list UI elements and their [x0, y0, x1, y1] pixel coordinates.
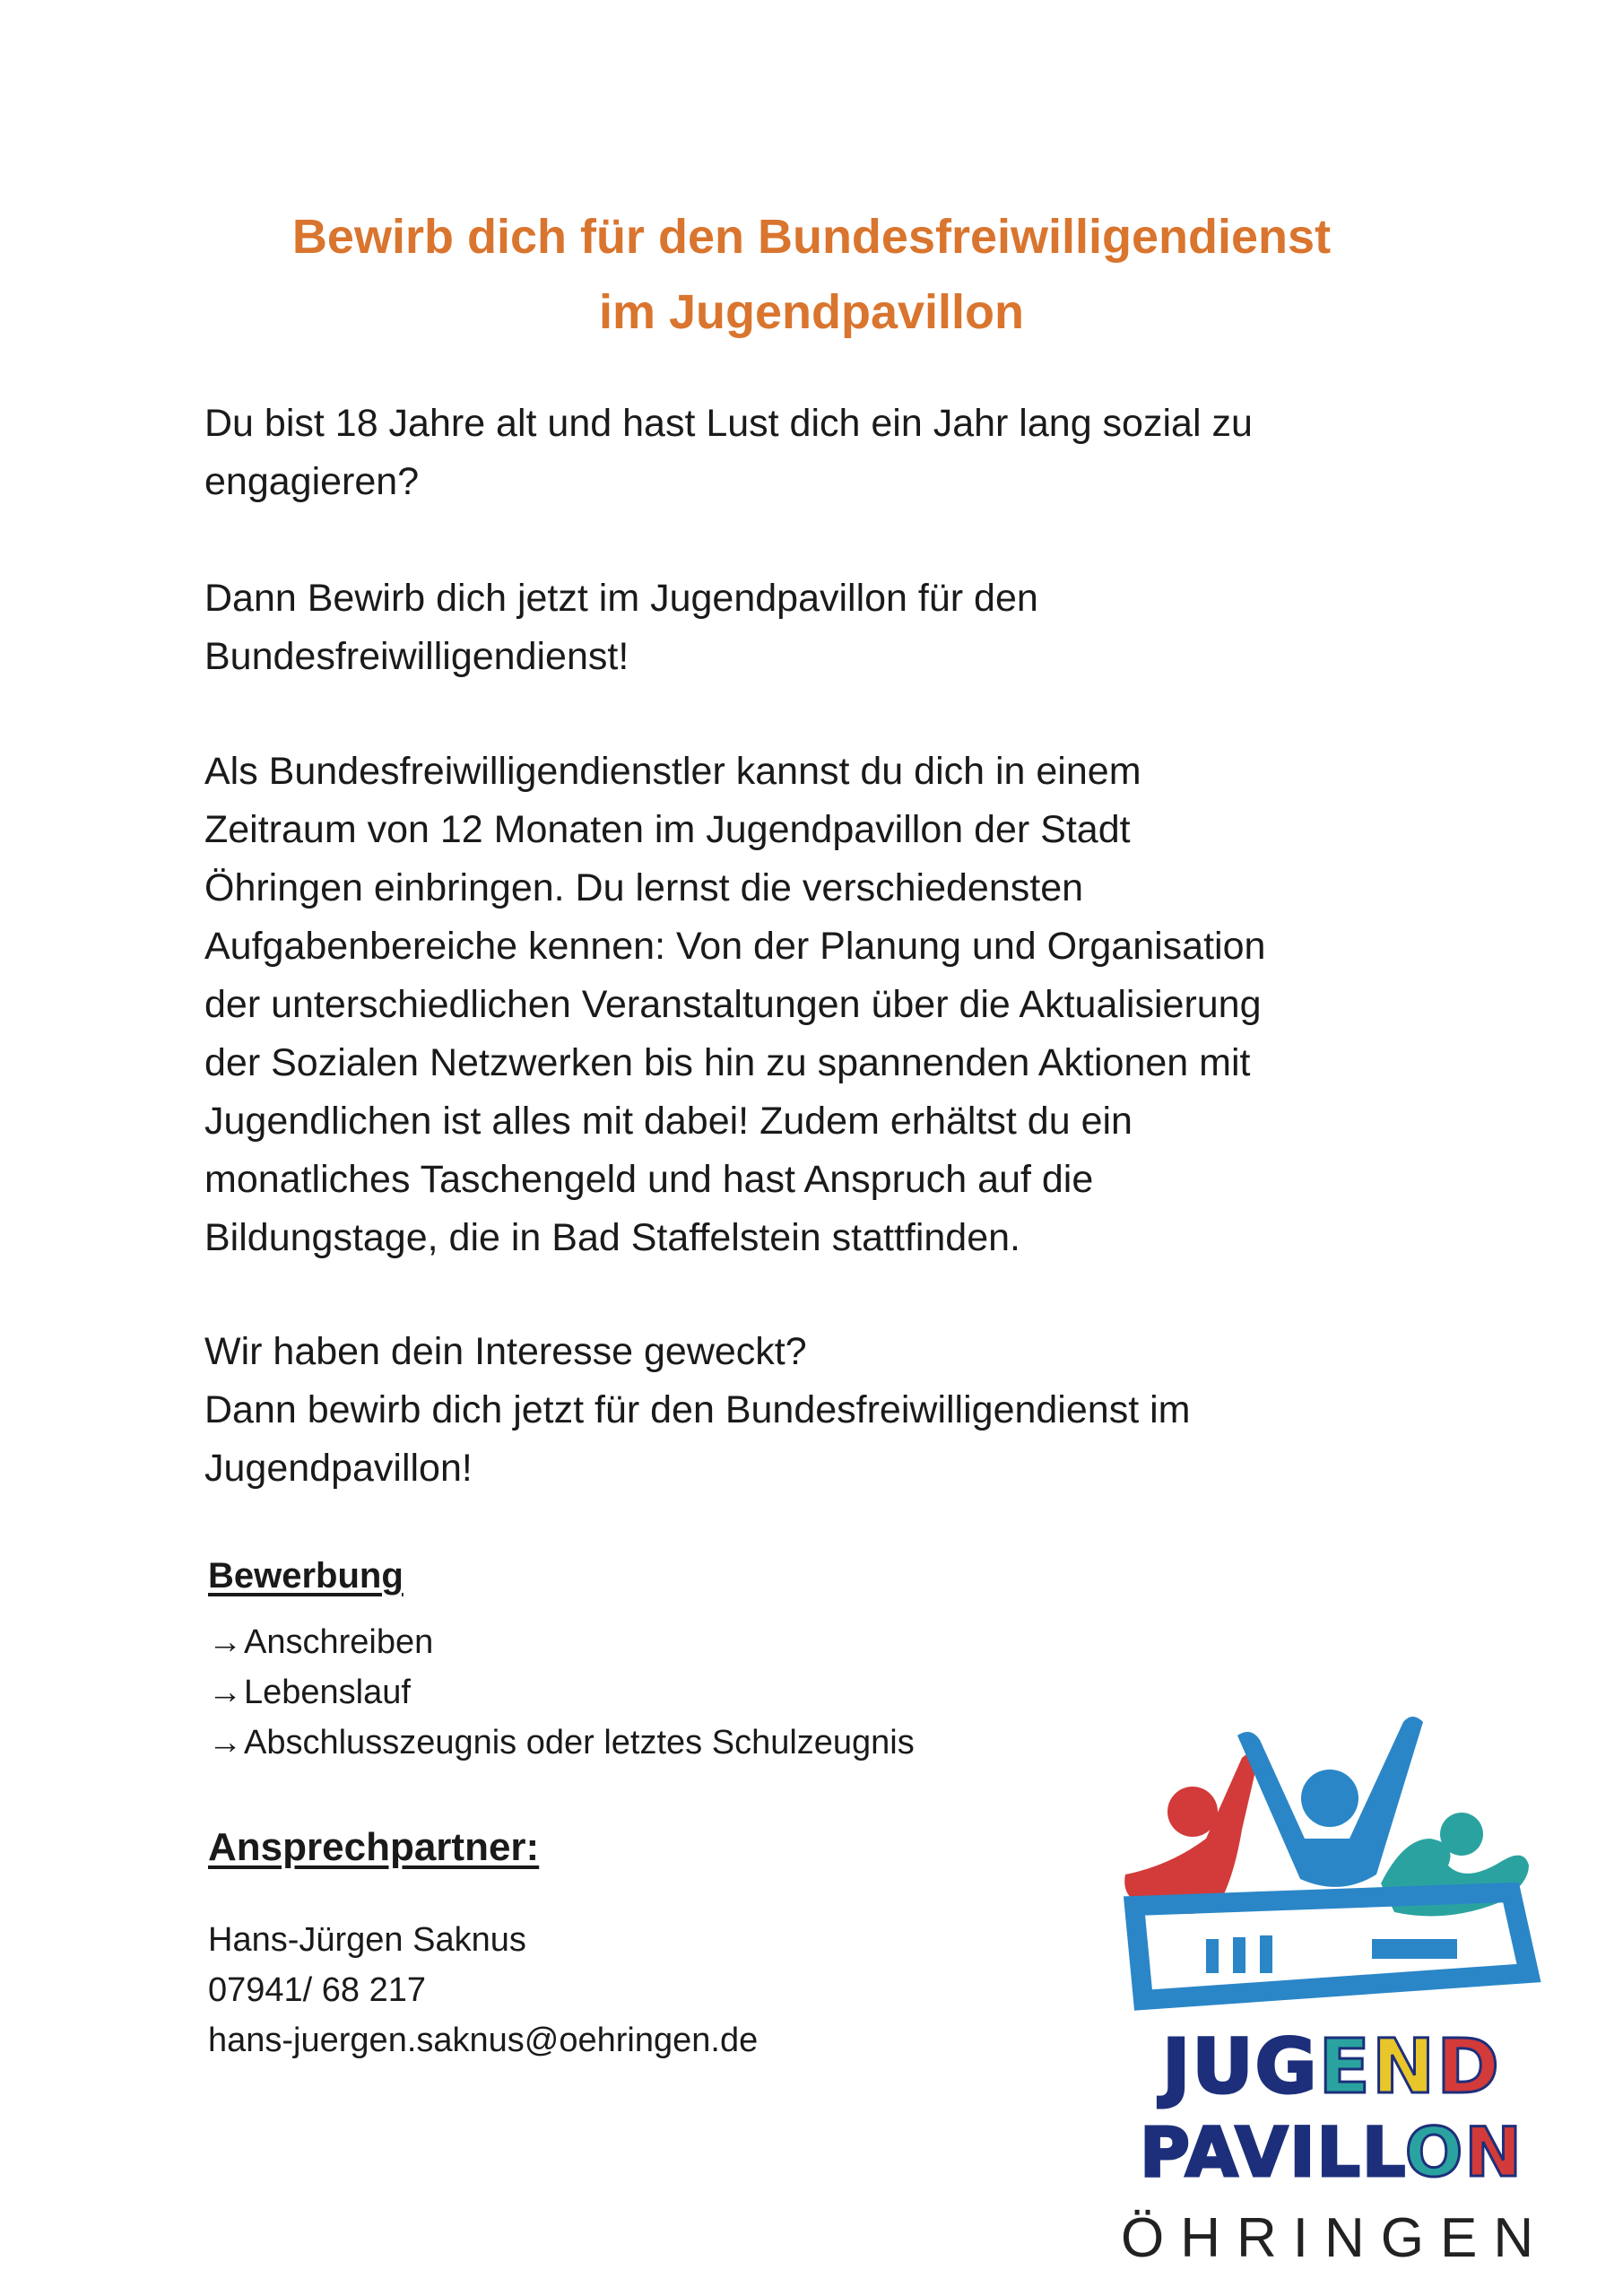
arrow-right-icon: →: [208, 1724, 242, 1761]
logo-teal-head: [1440, 1813, 1483, 1856]
logo-building-window: [1372, 1939, 1457, 1959]
description-line: Aufgabenbereiche kennen: Von der Planung und Organisation: [204, 925, 1266, 968]
call-to-action-paragraph: [204, 570, 1442, 686]
logo-city: ÖHRINGEN: [1121, 2207, 1550, 2269]
logo-letters: JUG: [1162, 2022, 1319, 2110]
logo-building-window: [1206, 1939, 1219, 1973]
contact-name: Hans-Jürgen Saknus: [208, 1921, 526, 1959]
page-title: [161, 199, 1462, 350]
description-line: Bildungstage, die in Bad Staffelstein stattfinden.: [204, 1216, 1020, 1259]
application-heading: Bewerbung: [208, 1556, 404, 1596]
list-item-label: Lebenslauf: [244, 1674, 411, 1711]
jugendpavillon-logo-icon: [1107, 1704, 1556, 2278]
logo-letter: O: [1404, 2112, 1465, 2192]
logo-building-window: [1260, 1935, 1272, 1973]
cta-line-2: Bundesfreiwilligendienst!: [204, 635, 629, 678]
contact-phone: 07941/ 68 217: [208, 1971, 427, 2009]
logo-letter: E: [1318, 2022, 1372, 2110]
title-line-2: im Jugendpavillon: [598, 285, 1025, 339]
list-item: [208, 1617, 915, 1667]
intro-paragraph: [204, 395, 1442, 511]
description-line: Jugendlichen ist alles mit dabei! Zudem erhältst du ein: [204, 1100, 1133, 1143]
list-item-label: Anschreiben: [244, 1623, 434, 1661]
description-paragraph: [204, 743, 1442, 1267]
description-line: der unterschiedlichen Veranstaltungen über die Aktualisierung: [204, 983, 1262, 1026]
list-item-label: Abschlusszeugnis oder letztes Schulzeugnis: [244, 1724, 915, 1761]
list-item: [208, 1667, 915, 1718]
logo-letter: D: [1436, 2022, 1501, 2110]
intro-line-2: engagieren?: [204, 460, 420, 503]
description-line: der Sozialen Netzwerken bis hin zu spannenden Aktionen mit: [204, 1041, 1251, 1084]
logo-letter: N: [1371, 2022, 1437, 2110]
description-line: Als Bundesfreiwilligendienstler kannst du dich in einem: [204, 750, 1141, 793]
arrow-right-icon: →: [208, 1674, 242, 1711]
logo-red-head: [1167, 1787, 1218, 1837]
closing-line-3: Jugendpavillon!: [204, 1447, 473, 1490]
contact-email: hans-juergen.saknus@oehringen.de: [208, 2022, 759, 2059]
arrow-right-icon: →: [208, 1623, 242, 1661]
list-item: [208, 1718, 915, 1768]
logo-blue-head: [1301, 1770, 1358, 1827]
closing-line-2: Dann bewirb dich jetzt für den Bundesfreiwilligendienst im: [204, 1388, 1191, 1431]
cta-line-1: Dann Bewirb dich jetzt im Jugendpavillon für den: [204, 577, 1038, 620]
title-line-1: Bewirb dich für den Bundesfreiwilligendienst: [291, 210, 1332, 264]
logo-word-jugend: [1121, 2022, 1542, 2110]
contact-block: [208, 1915, 758, 2066]
logo-word-pavillon: [1121, 2112, 1542, 2192]
logo-letter: N: [1464, 2112, 1523, 2192]
contact-heading: Ansprechpartner:: [208, 1825, 540, 1869]
logo-letters: PAVILL: [1140, 2112, 1405, 2192]
intro-line-1: Du bist 18 Jahre alt und hast Lust dich ein Jahr lang sozial zu: [204, 402, 1253, 445]
description-line: monatliches Taschengeld und hast Anspruch auf die: [204, 1158, 1094, 1201]
closing-paragraph: [204, 1323, 1442, 1498]
description-line: Öhringen einbringen. Du lernst die verschiedensten: [204, 866, 1084, 909]
application-requirements-list: [208, 1617, 915, 1768]
closing-line-1: Wir haben dein Interesse geweckt?: [204, 1330, 807, 1373]
description-line: Zeitraum von 12 Monaten im Jugendpavillon der Stadt: [204, 808, 1131, 851]
logo-building-window: [1233, 1937, 1245, 1973]
